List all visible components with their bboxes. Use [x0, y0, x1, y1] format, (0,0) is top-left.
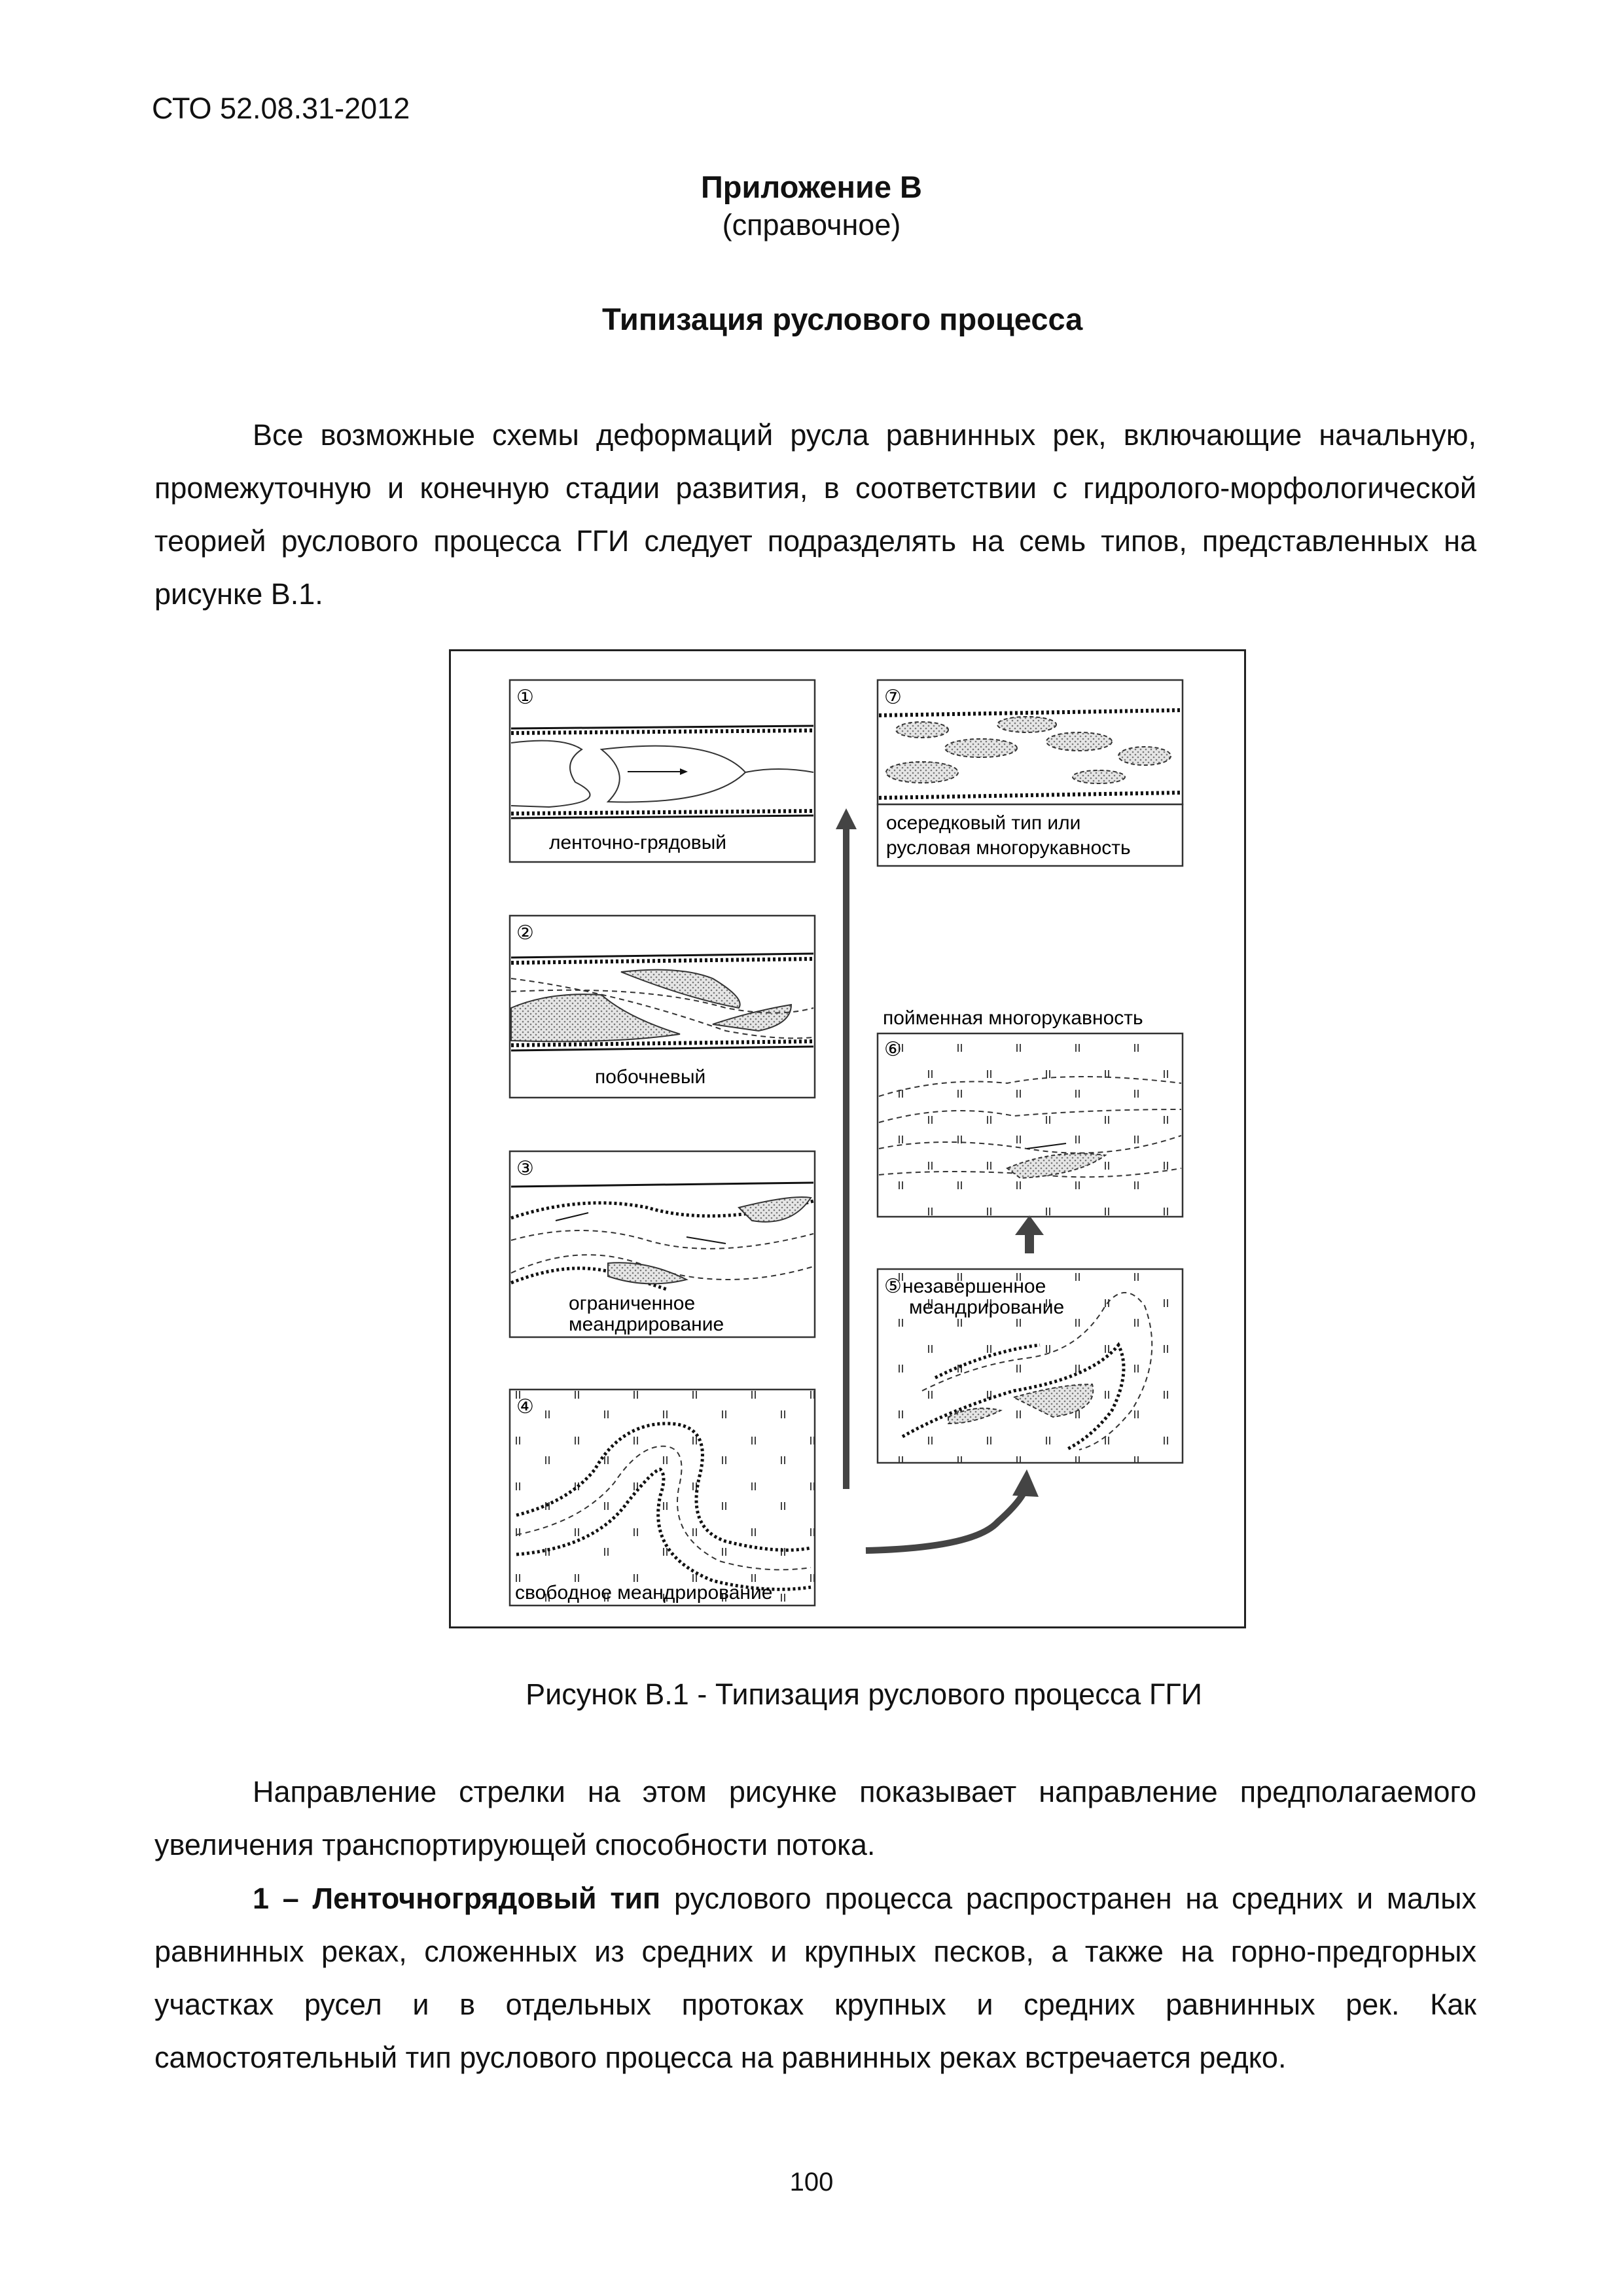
panel-6-number: ⑥: [884, 1039, 902, 1060]
panel-3-number: ③: [516, 1158, 534, 1179]
panel-1-label: ленточно-грядовый: [549, 832, 727, 853]
panel-2-number: ②: [516, 922, 534, 944]
appendix-title: Приложение В: [701, 170, 922, 204]
panel-2-side-bar: [510, 916, 815, 1098]
arrow-5-to-6-head: [1015, 1215, 1044, 1235]
document-code: СТО 52.08.31-2012: [152, 92, 410, 125]
paragraph-intro: Все возможные схемы деформаций русла равнинных рек, включающие начальную, промежуточную и конечную стадии развития, в соответствии с гидролого-морфологической теорией руслового процесса ГГИ следует подразделять на семь типов, представленных на рисунке В.1.: [154, 418, 1476, 611]
panel-1-ribbon-ridge: [510, 680, 815, 862]
panel-5-number: ⑤: [884, 1276, 902, 1297]
arrow-4-to-5-head: [1012, 1469, 1039, 1497]
panel-3-label-line-2: меандрирование: [569, 1314, 724, 1335]
type-1-lead: 1 – Ленточногрядовый тип: [253, 1882, 661, 1915]
paragraph-arrow-direction: Направление стрелки на этом рисунке показывает направление предполагаемого увеличения транспортирующей способности потока.: [154, 1775, 1476, 1861]
panel-5-incomplete-meandering: [878, 1269, 1183, 1463]
panel-5-label-line-2: меандрирование: [909, 1297, 1065, 1318]
figure-channel-process-types: [449, 649, 1246, 1628]
panel-2-label: побочневый: [595, 1066, 706, 1088]
panel-7-braided-channel: [878, 680, 1183, 866]
panel-6-floodplain-braiding: [878, 1007, 1183, 1217]
paragraph-type-1: [154, 1872, 1476, 2084]
figure-canvas: [451, 651, 1244, 1626]
panel-4-label: свободное меандрирование: [515, 1582, 773, 1604]
panel-3-limited-meandering: [510, 1151, 815, 1337]
arrow-up-head: [836, 808, 857, 829]
panel-3-label-line-1: ограниченное: [569, 1293, 696, 1314]
figure-caption: Рисунок В.1 - Типизация руслового процесса ГГИ: [526, 1677, 1202, 1711]
panel-1-number: ①: [516, 687, 534, 708]
panel-7-label-line-2: русловая многорукавность: [886, 837, 1131, 859]
section-title: Типизация руслового процесса: [602, 302, 1083, 336]
panel-5-label-line-1: незавершенное: [902, 1276, 1046, 1297]
panel-4-number: ④: [516, 1396, 534, 1418]
page-number: 100: [789, 2168, 834, 2197]
panel-7-label-line-1: осередковый тип или: [886, 812, 1081, 834]
panel-7-number: ⑦: [884, 687, 902, 708]
arrow-4-to-5-line: [866, 1489, 1026, 1551]
type-1-text: руслового процесса распространен на средних и малых равнинных реках, сложенных из средних и крупных песков, а также на горно-предгорных участках русел и в отдельных протоках крупных и средних равнинных рек. Как самостоятельный тип руслового процесса на равнинных реках встречается редко.: [154, 1882, 1476, 2074]
appendix-note: (справочное): [722, 208, 901, 242]
panel-6-label: пойменная многорукавность: [883, 1007, 1143, 1029]
panel-4-free-meandering: [510, 1390, 815, 1605]
